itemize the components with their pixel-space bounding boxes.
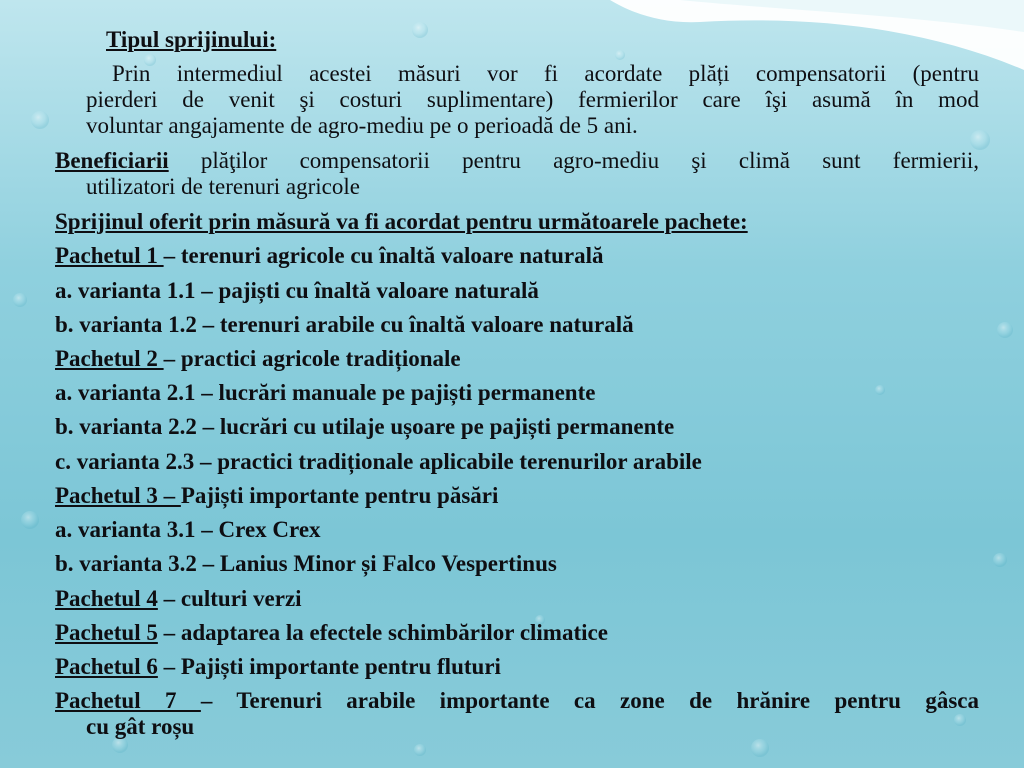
pachet-5 — [55, 620, 608, 646]
pachet-7-line-1 — [55, 688, 979, 714]
pachet-6-text: – Pajiști importante pentru fluturi — [157, 654, 501, 679]
pachet-3-text: Pajiști importante pentru păsări — [180, 483, 499, 508]
pachet-5-label: Pachetul 5 — [55, 620, 158, 645]
beneficiari-line-2: utilizatori de terenuri agricole — [86, 174, 360, 199]
intro-line-1: Prin intermediul acestei măsuri vor fi acordate plăți compensatorii (pentru — [112, 61, 979, 86]
pachet-2-text: – practici agricole tradiționale — [163, 346, 461, 371]
pachet-2 — [55, 346, 461, 372]
pachet-1-text: – terenuri agricole cu înaltă valoare naturală — [163, 243, 604, 268]
sprijin-title: Sprijinul oferit prin măsură va fi acordat pentru următoarele pachete: — [55, 209, 748, 234]
pachet-1 — [55, 243, 604, 269]
pachet-7-label: Pachetul 7 — [55, 688, 201, 713]
beneficiari-line-1 — [55, 148, 979, 174]
pachet-5-text: – adaptarea la efectele schimbărilor climatice — [157, 620, 608, 645]
heading: Tipul sprijinului: — [106, 27, 277, 52]
pachet-6-label: Pachetul 6 — [55, 654, 158, 679]
varianta-2-2: b. varianta 2.2 – lucrări cu utilaje ușoare pe pajiști permanente — [55, 414, 675, 439]
pachet-3 — [55, 483, 498, 509]
beneficiari-text: plăţilor compensatorii pentru agro-mediu şi climă sunt fermierii, — [168, 148, 979, 173]
varianta-3-2: b. varianta 3.2 – Lanius Minor și Falco Vespertinus — [55, 551, 557, 576]
pachet-4-label: Pachetul 4 — [55, 586, 158, 611]
pachet-2-label: Pachetul 2 — [55, 346, 164, 371]
varianta-3-1: a. varianta 3.1 – Crex Crex — [55, 517, 321, 542]
varianta-1-2: b. varianta 1.2 – terenuri arabile cu înaltă valoare naturală — [55, 312, 634, 337]
pachet-4-text: – culturi verzi — [157, 586, 302, 611]
pachet-7-line-2: cu gât roșu — [86, 714, 195, 739]
varianta-1-1: a. varianta 1.1 – pajiști cu înaltă valoare naturală — [55, 278, 539, 303]
beneficiari-label: Beneficiarii — [55, 148, 169, 173]
pachet-7-text: – Terenuri arabile importante ca zone de hrănire pentru gâsca — [200, 688, 979, 713]
intro-line-2: pierderi de venit şi costuri suplimentare) fermierilor care îşi asumă în mod — [86, 87, 979, 112]
pachet-6 — [55, 654, 501, 680]
intro-line-3: voluntar angajamente de agro-mediu pe o perioadă de 5 ani. — [86, 113, 638, 138]
varianta-2-3: c. varianta 2.3 – practici tradiționale aplicabile terenurilor arabile — [55, 449, 702, 474]
pachet-4 — [55, 586, 302, 612]
pachet-3-label: Pachetul 3 – — [55, 483, 181, 508]
varianta-2-1: a. varianta 2.1 – lucrări manuale pe pajiști permanente — [55, 380, 596, 405]
pachet-1-label: Pachetul 1 — [55, 243, 164, 268]
